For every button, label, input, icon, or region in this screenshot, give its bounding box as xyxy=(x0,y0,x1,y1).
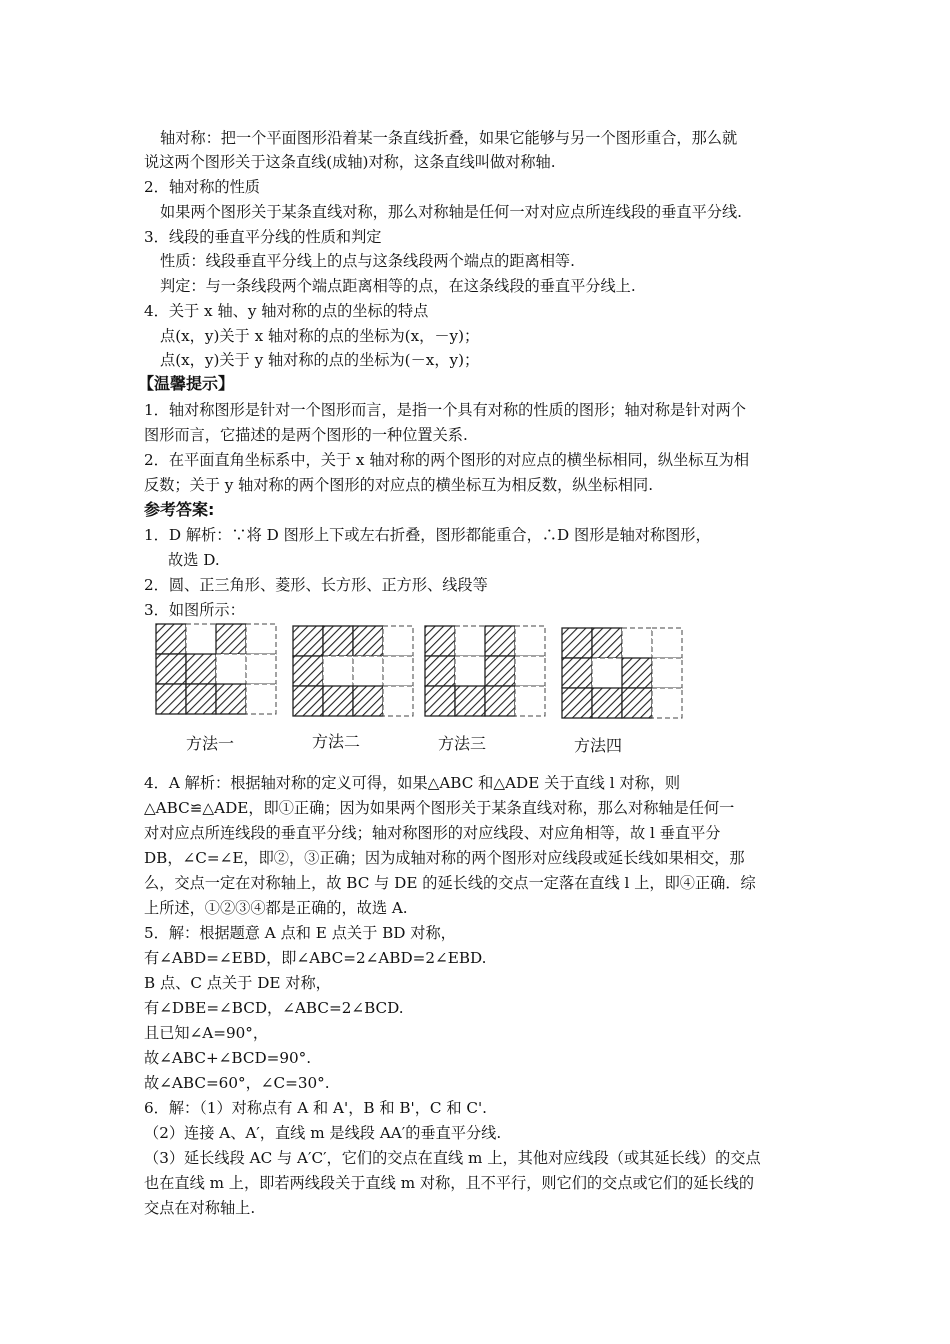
shaded-cell xyxy=(455,686,485,716)
shaded-cell xyxy=(323,686,353,716)
shaded-cell xyxy=(485,686,515,716)
text-line: 轴对称：把一个平面图形沿着某一条直线折叠，如果它能够与另一个图形重合，那么就 xyxy=(160,129,738,147)
text-line: 反数；关于 y 轴对称的两个图形的对应点的横坐标互为相反数，纵坐标相同. xyxy=(144,476,654,494)
answers-heading: 参考答案: xyxy=(144,500,215,519)
text-line: 故选 D. xyxy=(168,551,220,569)
caption-method-2: 方法二 xyxy=(312,732,361,751)
text-line: 有∠DBE=∠BCD，∠ABC=2∠BCD. xyxy=(144,999,404,1017)
empty-cell xyxy=(246,624,276,654)
shaded-cell xyxy=(622,658,652,688)
shaded-cell xyxy=(562,658,592,688)
shaded-cell xyxy=(425,656,455,686)
shaded-cell xyxy=(485,656,515,686)
shaded-cell xyxy=(156,654,186,684)
shaded-cell xyxy=(485,626,515,656)
text-line: 1．轴对称图形是针对一个图形而言，是指一个具有对称的性质的图形；轴对称是针对两个 xyxy=(144,401,746,419)
text-line: 性质：线段垂直平分线上的点与这条线段两个端点的距离相等. xyxy=(160,252,575,270)
shaded-cell xyxy=(293,686,323,716)
caption-method-4: 方法四 xyxy=(574,736,623,755)
empty-cell xyxy=(246,654,276,684)
text-line: 且已知∠A=90°， xyxy=(144,1024,269,1042)
empty-cell xyxy=(515,686,545,716)
text-line: 也在直线 m 上，即若两线段关于直线 m 对称，且不平行，则它们的交点或它们的延长线的 xyxy=(144,1174,755,1192)
text-line: （2）连接 A、A′，直线 m 是线段 AA′的垂直平分线. xyxy=(144,1124,502,1142)
shaded-cell xyxy=(425,686,455,716)
empty-cell xyxy=(216,654,246,684)
section-heading: 2．轴对称的性质 xyxy=(144,178,260,196)
method-2-grid xyxy=(293,626,413,716)
grid-figures-svg xyxy=(152,620,692,720)
shaded-cell xyxy=(156,684,186,714)
empty-cell xyxy=(323,656,353,686)
shaded-cell xyxy=(562,628,592,658)
answer-3-figures xyxy=(152,620,692,760)
shaded-cell xyxy=(186,684,216,714)
text-line: 2．在平面直角坐标系中，关于 x 轴对称的两个图形的对应点的横坐标相同，纵坐标互为相 xyxy=(144,451,750,469)
empty-cell xyxy=(383,656,413,686)
text-line: 上所述，①②③④都是正确的，故选 A. xyxy=(144,899,408,917)
shaded-cell xyxy=(353,626,383,656)
empty-cell xyxy=(515,656,545,686)
empty-cell xyxy=(246,684,276,714)
shaded-cell xyxy=(353,686,383,716)
section-heading: 3．线段的垂直平分线的性质和判定 xyxy=(144,228,382,246)
shaded-cell xyxy=(622,688,652,718)
shaded-cell xyxy=(156,624,186,654)
empty-cell xyxy=(353,656,383,686)
empty-cell xyxy=(652,658,682,688)
caption-method-1: 方法一 xyxy=(186,734,235,753)
text-line: 有∠ABD=∠EBD，即∠ABC=2∠ABD=2∠EBD. xyxy=(144,949,487,967)
tips-heading: 【温馨提示】 xyxy=(138,374,235,393)
shaded-cell xyxy=(592,628,622,658)
text-line: 点(x，y)关于 y 轴对称的点的坐标为(－x，y)； xyxy=(160,351,480,369)
text-line: 么，交点一定在对称轴上，故 BC 与 DE 的延长线的交点一定落在直线 l 上，即④正确．综 xyxy=(144,874,756,892)
text-line: 4．A 解析：根据轴对称的定义可得，如果△ABC 和△ADE 关于直线 l 对称，则 xyxy=(144,774,681,792)
empty-cell xyxy=(622,628,652,658)
text-line: 对对应点所连线段的垂直平分线；轴对称图形的对应线段、对应角相等，故 l 垂直平分 xyxy=(144,824,721,842)
shaded-cell xyxy=(216,684,246,714)
text-line: 图形而言，它描述的是两个图形的一种位置关系. xyxy=(144,426,468,444)
empty-cell xyxy=(455,656,485,686)
empty-cell xyxy=(383,686,413,716)
section-heading: 4．关于 x 轴、y 轴对称的点的坐标的特点 xyxy=(144,302,429,320)
method-4-grid xyxy=(562,628,682,718)
text-line: 故∠ABC+∠BCD=90°. xyxy=(144,1049,312,1067)
shaded-cell xyxy=(592,688,622,718)
shaded-cell xyxy=(425,626,455,656)
text-line: 交点在对称轴上. xyxy=(144,1199,256,1217)
empty-cell xyxy=(186,624,216,654)
text-line: 说这两个图形关于这条直线(成轴)对称，这条直线叫做对称轴. xyxy=(144,153,556,171)
text-line: B 点、C 点关于 DE 对称， xyxy=(144,974,331,992)
empty-cell xyxy=(515,626,545,656)
text-line: 判定：与一条线段两个端点距离相等的点，在这条线段的垂直平分线上. xyxy=(160,277,636,295)
empty-cell xyxy=(383,626,413,656)
text-line: △ABC≌△ADE，即①正确；因为如果两个图形关于某条直线对称，那么对称轴是任何一 xyxy=(144,799,735,817)
shaded-cell xyxy=(562,688,592,718)
text-line: 点(x，y)关于 x 轴对称的点的坐标为(x，－y)； xyxy=(160,327,480,345)
text-line: 故∠ABC=60°，∠C=30°. xyxy=(144,1074,330,1092)
text-line: 5．解：根据题意 A 点和 E 点关于 BD 对称， xyxy=(144,924,456,942)
text-line: DB，∠C=∠E，即②，③正确；因为成轴对称的两个图形对应线段或延长线如果相交，那 xyxy=(144,849,745,867)
text-line: 如果两个图形关于某条直线对称，那么对称轴是任何一对对应点所连线段的垂直平分线. xyxy=(160,203,742,221)
method-3-grid xyxy=(425,626,545,716)
empty-cell xyxy=(592,658,622,688)
shaded-cell xyxy=(293,626,323,656)
shaded-cell xyxy=(293,656,323,686)
text-line: 6．解：（1）对称点有 A 和 A'，B 和 B'，C 和 C'. xyxy=(144,1099,487,1117)
text-line: 2．圆、正三角形、菱形、长方形、正方形、线段等 xyxy=(144,576,488,594)
method-1-grid xyxy=(156,624,276,714)
text-line: 3．如图所示： xyxy=(144,601,245,619)
shaded-cell xyxy=(323,626,353,656)
empty-cell xyxy=(652,628,682,658)
caption-method-3: 方法三 xyxy=(438,734,487,753)
text-line: 1．D 解析：∵将 D 图形上下或左右折叠，图形都能重合，∴D 图形是轴对称图形， xyxy=(144,526,711,544)
text-line: （3）延长线段 AC 与 A′C′，它们的交点在直线 m 上，其他对应线段（或其延长线）的交点 xyxy=(144,1149,761,1167)
shaded-cell xyxy=(216,624,246,654)
empty-cell xyxy=(455,626,485,656)
empty-cell xyxy=(652,688,682,718)
shaded-cell xyxy=(186,654,216,684)
